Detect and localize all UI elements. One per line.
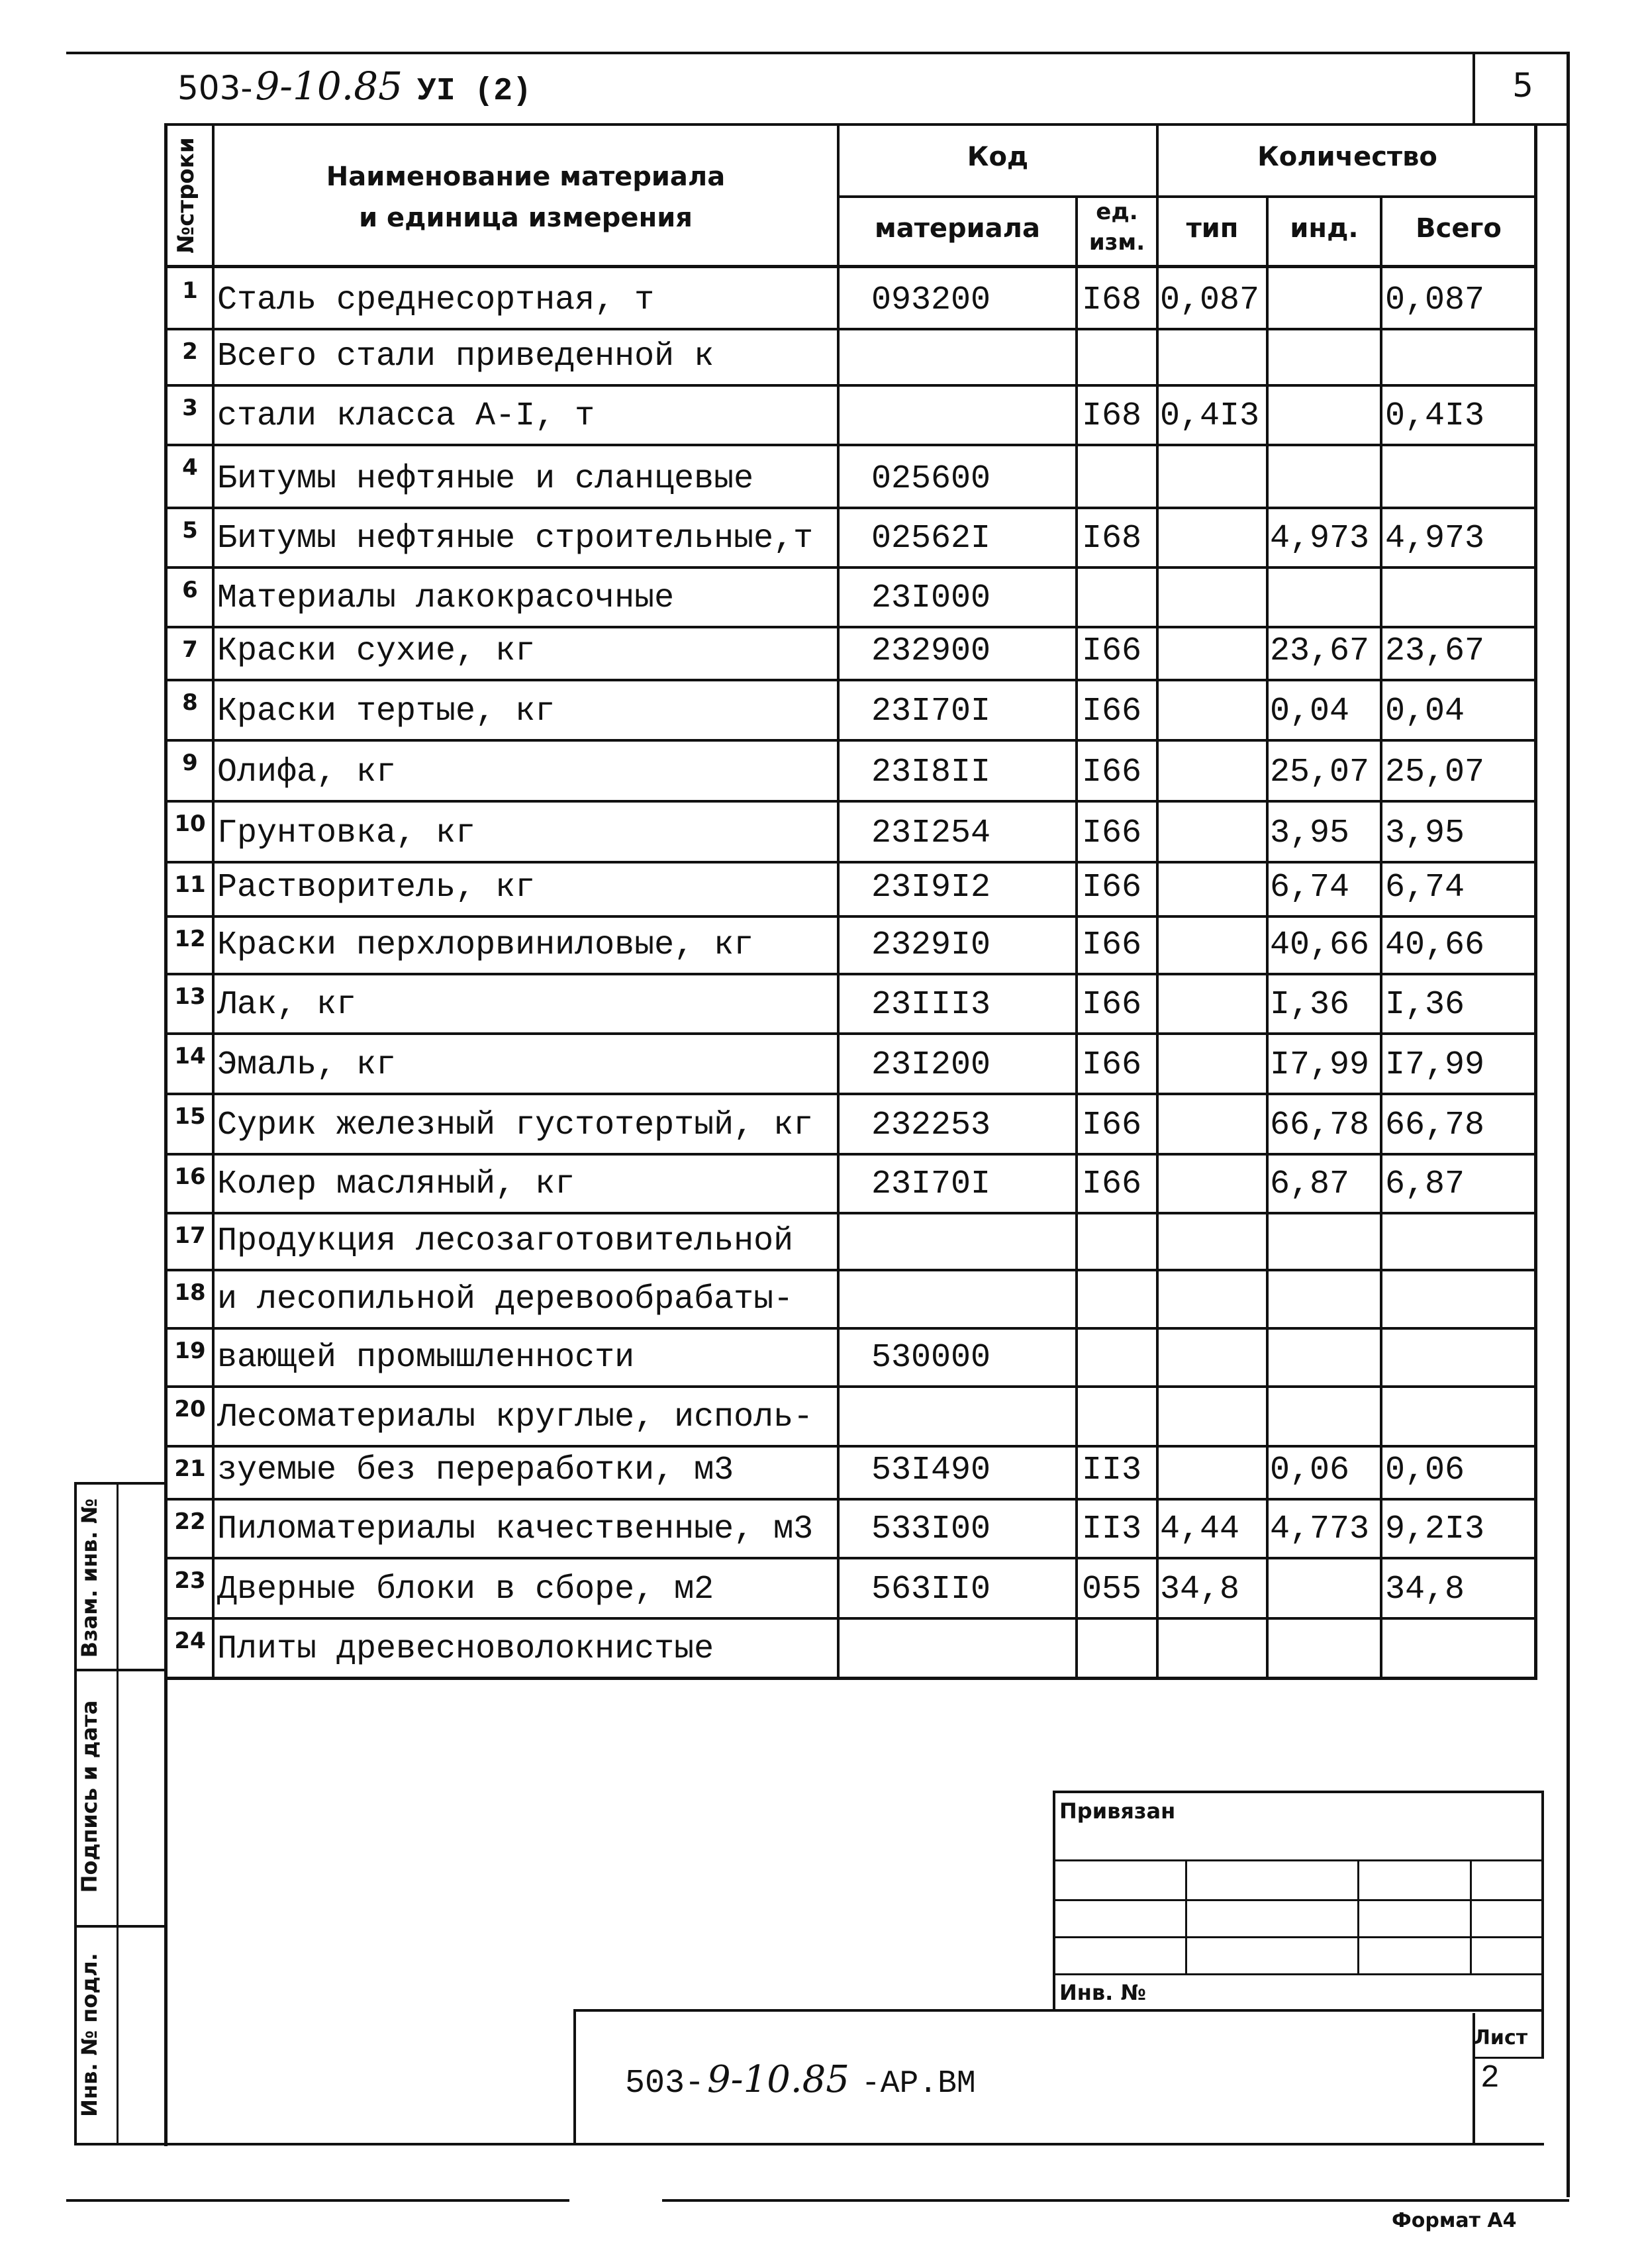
cell-code: 232900 [871,632,991,670]
row-divider [164,507,1537,509]
cell-name: Краски тертые, кг [217,693,555,730]
cell-name: Краски перхлорвиниловые, кг [217,926,754,964]
cell-total: 3,95 [1385,814,1465,852]
cell-ind: 6,87 [1270,1165,1350,1203]
cell-name: Лак, кг [217,986,357,1024]
cell-ind: 40,66 [1270,926,1370,964]
row-divider [164,384,1537,387]
quantity-ind-header: инд. [1290,213,1359,244]
cell-name: Эмаль, кг [217,1046,397,1084]
cell-code: 02562I [871,520,991,558]
cell-unit: I66 [1082,926,1142,964]
cell-code: 232253 [871,1107,991,1144]
cell-name: Плиты древесноволокнистые [217,1630,714,1668]
cell-typ: 0,087 [1160,281,1260,319]
cell-total: 34,8 [1385,1571,1465,1608]
row-divider [164,861,1537,863]
doc-code-suffix: УI (2) [417,74,532,109]
code-material-header: материала [875,213,1040,244]
cell-code: 23III3 [871,986,991,1024]
row-number: 2 [182,338,198,365]
row-number: 16 [174,1163,206,1190]
row-number: 8 [182,689,198,716]
cell-total: I,36 [1385,986,1465,1024]
row-divider [164,973,1537,975]
page-number: 5 [1512,66,1533,105]
cell-code: 563II0 [871,1571,991,1608]
material-name-header-line2: и единица измерения [359,203,693,233]
row-number: 22 [174,1508,206,1535]
cell-total: I7,99 [1385,1046,1485,1084]
cell-unit: I66 [1082,1046,1142,1084]
cell-code: 533I00 [871,1510,991,1548]
row-divider [164,1212,1537,1214]
row-divider [164,626,1537,628]
code-unit-header-line2: изм. [1088,229,1145,256]
cell-total: 40,66 [1385,926,1485,964]
cell-ind: 4,973 [1270,520,1370,558]
cell-unit: I66 [1082,693,1142,730]
cell-unit: I66 [1082,632,1142,670]
cell-unit: I66 [1082,754,1142,791]
cell-name: Колер масляный, кг [217,1165,575,1203]
cell-ind: 23,67 [1270,632,1370,670]
row-number: 23 [174,1567,206,1594]
row-number: 21 [174,1455,206,1482]
row-number: 10 [174,811,206,837]
cell-name: Дверные блоки в сборе, м2 [217,1571,714,1608]
row-divider [164,739,1537,742]
cell-typ: 34,8 [1160,1571,1240,1608]
cell-name: Сталь среднесортная, т [217,281,655,319]
title-code-prefix: 503- [625,2065,705,2102]
doc-code-handwritten: 9-10.85 [255,64,403,109]
row-divider [164,1269,1537,1271]
row-divider [164,1032,1537,1035]
row-divider [164,1153,1537,1156]
row-divider [164,444,1537,446]
cell-unit: I66 [1082,869,1142,907]
cell-ind: 25,07 [1270,754,1370,791]
code-unit-header-line1: ед. [1096,199,1138,225]
cell-ind: I7,99 [1270,1046,1370,1084]
cell-ind: I,36 [1270,986,1350,1024]
row-number: 19 [174,1338,206,1364]
doc-code-prefix: 503- [177,69,253,107]
title-code-handwritten: 9-10.85 [707,2058,849,2101]
quantity-group-header: Количество [1257,142,1437,172]
cell-code: 23I000 [871,579,991,617]
cell-name: Олифа, кг [217,754,397,791]
cell-code: 23I70I [871,693,991,730]
cell-code: 530000 [871,1339,991,1377]
row-divider [164,800,1537,803]
cell-unit: I66 [1082,986,1142,1024]
signature-date-label: Подпись и дата [77,1700,102,1893]
cell-code: 53I490 [871,1452,991,1489]
cell-unit: I66 [1082,1107,1142,1144]
cell-ind: 6,74 [1270,869,1350,907]
row-divider [164,1557,1537,1559]
cell-name: Краски сухие, кг [217,632,536,670]
cell-code: 025600 [871,460,991,498]
row-number: 5 [182,517,198,544]
row-number: 7 [182,636,198,663]
row-divider [164,1445,1537,1448]
cell-ind: 0,06 [1270,1452,1350,1489]
document-code-header [177,64,532,110]
row-divider [164,1617,1537,1620]
cell-name: Грунтовка, кг [217,814,476,852]
cell-name: вающей промышленности [217,1339,635,1377]
cell-name: стали класса А-I, т [217,397,595,435]
cell-name: Пиломатериалы качественные, м3 [217,1510,814,1548]
code-group-header: Код [967,142,1029,172]
cell-typ: 4,44 [1160,1510,1240,1548]
cell-code: 23I70I [871,1165,991,1203]
row-number: 3 [182,395,198,421]
cell-total: 0,06 [1385,1452,1465,1489]
cell-total: 0,087 [1385,281,1485,319]
cell-total: 25,07 [1385,754,1485,791]
original-inv-label: Инв. № подл. [77,1953,102,2117]
cell-ind: 3,95 [1270,814,1350,852]
material-name-header-line1: Наименование материала [326,162,726,192]
cell-unit: I66 [1082,1165,1142,1203]
cell-name: Битумы нефтяные строительные,т [217,520,814,558]
cell-unit: 055 [1082,1571,1142,1608]
cell-unit: II3 [1082,1452,1142,1489]
title-doc-code [625,2058,976,2102]
binding-label: Привязан [1059,1799,1176,1824]
row-number: 6 [182,577,198,603]
cell-total: 9,2I3 [1385,1510,1485,1548]
row-divider [164,566,1537,569]
row-divider [164,328,1537,330]
row-number: 12 [174,926,206,952]
row-number: 20 [174,1396,206,1422]
cell-unit: II3 [1082,1510,1142,1548]
row-number: 9 [182,750,198,776]
cell-ind: 66,78 [1270,1107,1370,1144]
row-number: 13 [174,983,206,1010]
replacement-inv-label: Взам. инв. № [77,1498,102,1658]
cell-name: Материалы лакокрасочные [217,579,675,617]
cell-name: Растворитель, кг [217,869,536,907]
cell-total: 23,67 [1385,632,1485,670]
cell-name: зуемые без переработки, м3 [217,1452,734,1489]
cell-total: 0,4I3 [1385,397,1485,435]
cell-unit: I68 [1082,397,1142,435]
row-number: 1 [182,277,198,304]
quantity-type-header: тип [1186,213,1239,244]
cell-unit: I68 [1082,281,1142,319]
cell-code: 23I200 [871,1046,991,1084]
row-divider [164,679,1537,681]
row-number: 18 [174,1279,206,1306]
cell-typ: 0,4I3 [1160,397,1260,435]
cell-total: 66,78 [1385,1107,1485,1144]
row-divider [164,1327,1537,1330]
cell-code: 093200 [871,281,991,319]
cell-code: 2329I0 [871,926,991,964]
quantity-total-header: Всего [1416,213,1502,244]
cell-ind: 0,04 [1270,693,1350,730]
cell-code: 23I254 [871,814,991,852]
cell-unit: I66 [1082,814,1142,852]
cell-ind: 4,773 [1270,1510,1370,1548]
cell-name: Всего стали приведенной к [217,338,714,375]
cell-code: 23I8II [871,754,991,791]
row-number: 14 [174,1043,206,1069]
format-label: Формат А4 [1392,2209,1517,2232]
cell-name: Продукция лесозаготовительной [217,1222,794,1260]
title-code-suffix: -АР.ВМ [861,2066,976,2102]
binding-inv-label: Инв. № [1059,1980,1146,2005]
row-number-header: №строки [173,137,199,254]
row-divider [164,1385,1537,1388]
row-divider [164,1498,1537,1501]
sheet-label: Лист [1474,2026,1528,2049]
cell-name: Битумы нефтяные и сланцевые [217,460,754,498]
cell-unit: I68 [1082,520,1142,558]
row-divider [164,915,1537,918]
row-number: 24 [174,1628,206,1654]
cell-total: 4,973 [1385,520,1485,558]
cell-total: 0,04 [1385,693,1465,730]
row-number: 11 [174,871,206,898]
cell-name: Лесоматериалы круглые, исполь- [217,1399,814,1436]
row-number: 4 [182,454,198,481]
cell-code: 23I9I2 [871,869,991,907]
cell-name: Сурик железный густотертый, кг [217,1107,814,1144]
cell-total: 6,74 [1385,869,1465,907]
cell-name: и лесопильной деревообрабаты- [217,1281,794,1318]
row-divider [164,1093,1537,1095]
row-number: 15 [174,1103,206,1130]
cell-total: 6,87 [1385,1165,1465,1203]
sheet-number: 2 [1480,2061,1500,2096]
row-number: 17 [174,1222,206,1249]
